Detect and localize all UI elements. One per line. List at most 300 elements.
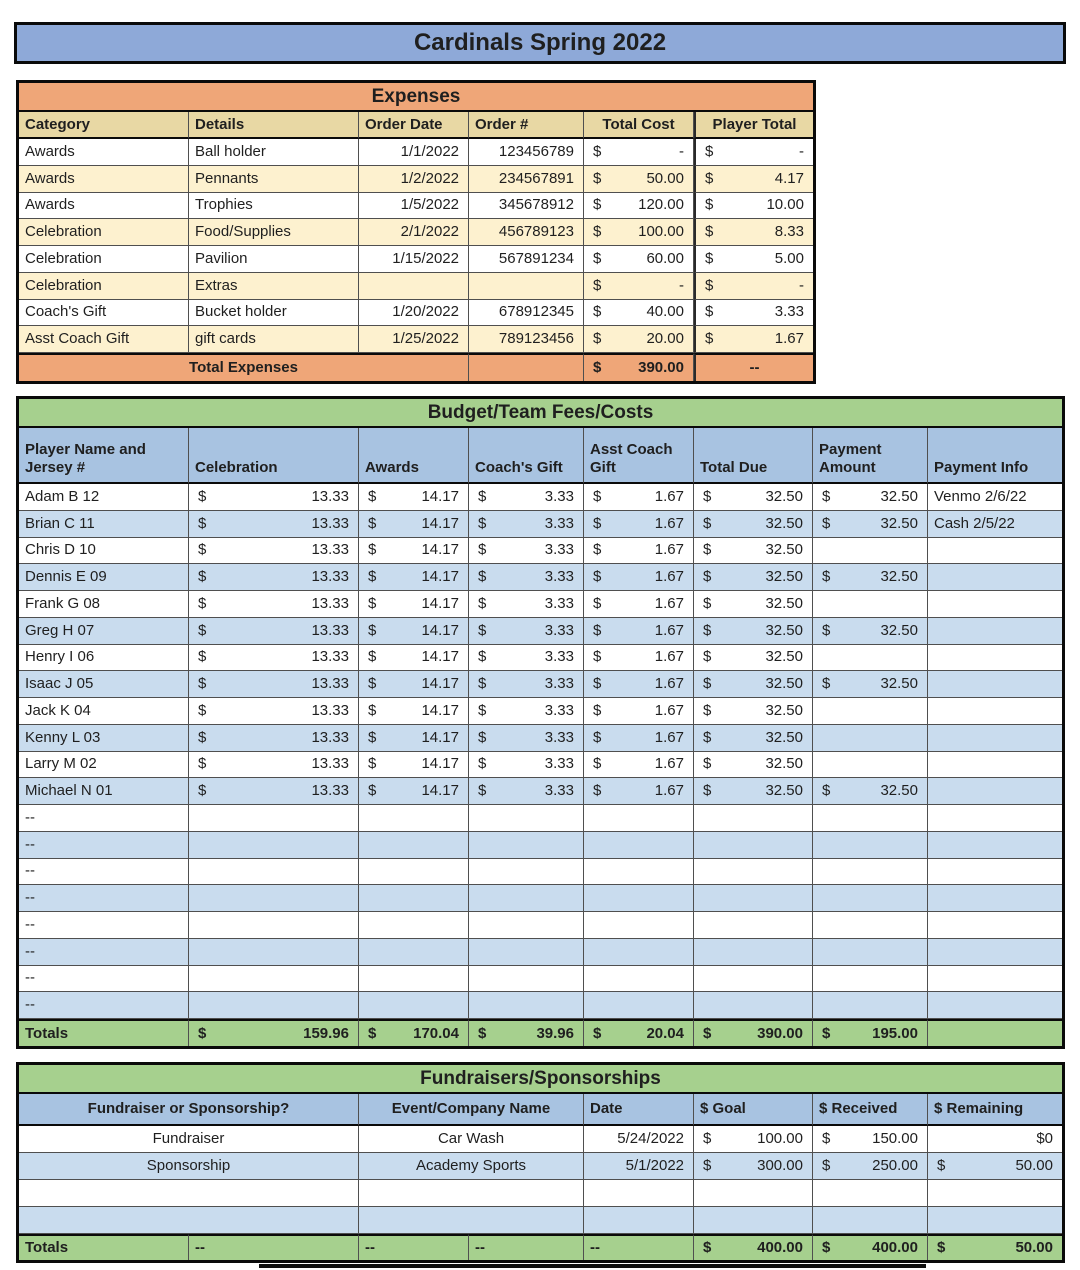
expenses-r0-details[interactable]: Ball holder (189, 139, 359, 166)
fundraisers-header-date[interactable]: Date (584, 1094, 694, 1126)
budget-r10-payment-info[interactable] (928, 752, 1062, 779)
expenses-r6-order-date[interactable]: 1/20/2022 (359, 300, 469, 327)
budget-r1-total-due[interactable] (694, 511, 813, 538)
expenses-r3-order-num[interactable]: 456789123 (469, 219, 584, 246)
budget-totals-awards[interactable] (359, 1019, 469, 1046)
expenses-r2-category[interactable]: Awards (19, 193, 189, 220)
budget-r1-celebration[interactable] (189, 511, 359, 538)
budget-r11-awards[interactable] (359, 778, 469, 805)
budget-r10-payment-amount[interactable] (813, 752, 928, 779)
budget-r2-celebration[interactable] (189, 538, 359, 565)
budget-r13-payment-amount[interactable] (813, 832, 928, 859)
expenses-r1-category[interactable]: Awards (19, 166, 189, 193)
budget-r8-coachs-gift[interactable] (469, 698, 584, 725)
fundraisers-r0-remaining[interactable]: $0 (928, 1126, 1062, 1153)
budget-r5-asst-coach-gift[interactable] (584, 618, 694, 645)
budget-r6-celebration[interactable] (189, 645, 359, 672)
dollar-sign: $ (822, 1024, 831, 1042)
budget-r8-asst-coach-gift[interactable] (584, 698, 694, 725)
budget-r13-payment-info[interactable] (928, 832, 1062, 859)
budget-r2-payment-amount[interactable] (813, 538, 928, 565)
budget-r6-awards[interactable] (359, 645, 469, 672)
budget-r5-payment-info[interactable] (928, 618, 1062, 645)
budget-r18-celebration[interactable] (189, 966, 359, 993)
budget-r18-coachs-gift[interactable] (469, 966, 584, 993)
expenses-r3-details[interactable]: Food/Supplies (189, 219, 359, 246)
budget-r0-payment-info[interactable]: Venmo 2/6/22 (928, 484, 1062, 511)
budget-r11-total-due[interactable] (694, 778, 813, 805)
budget-r15-coachs-gift[interactable] (469, 885, 584, 912)
budget-r19-payment-info[interactable] (928, 992, 1062, 1019)
sheet-title-banner[interactable] (14, 22, 1066, 64)
budget-r19-player[interactable]: -- (19, 992, 189, 1019)
fundraisers-r1-event[interactable]: Academy Sports (359, 1153, 584, 1180)
budget-r1-celebration-value: 13.33 (311, 514, 349, 532)
budget-r4-coachs-gift[interactable] (469, 591, 584, 618)
budget-r17-payment-amount[interactable] (813, 939, 928, 966)
fundraisers-header-fundraiser-or-sponsorship[interactable]: Fundraiser or Sponsorship? (19, 1094, 359, 1126)
budget-r11-player[interactable]: Michael N 01 (19, 778, 189, 805)
budget-r14-player[interactable]: -- (19, 859, 189, 886)
expenses-r4-details[interactable]: Pavilion (189, 246, 359, 273)
fundraisers-r1-remaining-value: 50.00 (1015, 1157, 1053, 1174)
budget-r3-total-due[interactable] (694, 564, 813, 591)
expenses-r3-order-date[interactable]: 2/1/2022 (359, 219, 469, 246)
budget-r3-coachs-gift[interactable] (469, 564, 584, 591)
fundraisers-r3-date[interactable] (584, 1207, 694, 1234)
budget-r5-celebration[interactable] (189, 618, 359, 645)
expenses-r2-order-date[interactable]: 1/5/2022 (359, 193, 469, 220)
expenses-r2-details[interactable]: Trophies (189, 193, 359, 220)
budget-r18-asst-coach-gift[interactable] (584, 966, 694, 993)
budget-r16-player[interactable]: -- (19, 912, 189, 939)
expenses-r2-order-num[interactable]: 345678912 (469, 193, 584, 220)
budget-r8-payment-amount[interactable] (813, 698, 928, 725)
fundraisers-r0-received[interactable] (813, 1126, 928, 1153)
fundraisers-header-row (19, 1094, 1062, 1126)
budget-r3-payment-info[interactable] (928, 564, 1062, 591)
budget-r15-celebration[interactable] (189, 885, 359, 912)
expenses-header-player-total[interactable]: Player Total (694, 112, 813, 139)
dollar-sign: $ (705, 276, 714, 294)
expenses-r6-player-total-value: 3.33 (774, 303, 804, 321)
expenses-r3-total-cost[interactable] (584, 219, 694, 246)
budget-r3-celebration-value: 13.33 (311, 568, 349, 586)
budget-r12-asst-coach-gift[interactable] (584, 805, 694, 832)
budget-r13-total-due[interactable] (694, 832, 813, 859)
dollar-sign: $ (478, 755, 487, 773)
budget-r4-awards[interactable] (359, 591, 469, 618)
expenses-r0-order-num[interactable]: 123456789 (469, 139, 584, 166)
budget-r4-asst-coach-gift[interactable] (584, 591, 694, 618)
dollar-sign: $ (822, 1239, 831, 1256)
budget-r1-payment-info[interactable]: Cash 2/5/22 (928, 511, 1062, 538)
budget-totals-asst-coach-gift[interactable] (584, 1019, 694, 1046)
expenses-section-header[interactable] (19, 83, 813, 112)
expenses-total-label[interactable]: Total Expenses (19, 353, 469, 381)
budget-r4-player[interactable]: Frank G 08 (19, 591, 189, 618)
expenses-r6-player-total[interactable] (694, 300, 813, 327)
budget-r12-total-due[interactable] (694, 805, 813, 832)
expenses-r7-total-cost[interactable] (584, 326, 694, 353)
budget-r13-celebration[interactable] (189, 832, 359, 859)
fundraisers-r0-goal[interactable] (694, 1126, 813, 1153)
budget-r0-celebration[interactable] (189, 484, 359, 511)
budget-r1-awards[interactable] (359, 511, 469, 538)
budget-r1-payment-amount[interactable] (813, 511, 928, 538)
budget-r1-coachs-gift[interactable] (469, 511, 584, 538)
budget-r14-payment-amount[interactable] (813, 859, 928, 886)
budget-r0-coachs-gift-value: 3.33 (544, 487, 574, 505)
budget-r16-awards[interactable] (359, 912, 469, 939)
budget-r5-player[interactable]: Greg H 07 (19, 618, 189, 645)
fundraisers-totals-received[interactable] (813, 1234, 928, 1260)
fundraisers-r1-goal[interactable] (694, 1153, 813, 1180)
fundraisers-r2-kind[interactable] (19, 1180, 359, 1207)
fundraisers-r3-received[interactable] (813, 1207, 928, 1234)
expenses-r4-order-num[interactable]: 567891234 (469, 246, 584, 273)
budget-r5-coachs-gift[interactable] (469, 618, 584, 645)
dollar-sign: $ (478, 594, 487, 612)
budget-totals-total-due[interactable] (694, 1019, 813, 1046)
dollar-sign: $ (368, 728, 377, 746)
budget-r16-payment-info[interactable] (928, 912, 1062, 939)
fundraisers-header-goal[interactable]: $ Goal (694, 1094, 813, 1126)
budget-r9-coachs-gift[interactable] (469, 725, 584, 752)
budget-r14-payment-info[interactable] (928, 859, 1062, 886)
budget-r15-payment-amount[interactable] (813, 885, 928, 912)
budget-r13-player[interactable]: -- (19, 832, 189, 859)
budget-totals-celebration[interactable] (189, 1019, 359, 1046)
expenses-header-order-date[interactable]: Order Date (359, 112, 469, 139)
budget-totals-coachs-gift[interactable] (469, 1019, 584, 1046)
fundraisers-totals-label[interactable]: Totals (19, 1234, 189, 1260)
expenses-r6-order-num[interactable]: 678912345 (469, 300, 584, 327)
budget-r9-awards[interactable] (359, 725, 469, 752)
fundraisers-totals-dash2[interactable]: -- (359, 1234, 469, 1260)
budget-r19-awards[interactable] (359, 992, 469, 1019)
budget-r7-asst-coach-gift[interactable] (584, 671, 694, 698)
expenses-header-details[interactable]: Details (189, 112, 359, 139)
budget-r16-coachs-gift[interactable] (469, 912, 584, 939)
budget-r3-payment-amount[interactable] (813, 564, 928, 591)
expenses-r2-total-cost-value: 120.00 (638, 196, 684, 214)
expenses-r5-category[interactable]: Celebration (19, 273, 189, 300)
expenses-r5-total-cost[interactable] (584, 273, 694, 300)
budget-r0-player[interactable]: Adam B 12 (19, 484, 189, 511)
budget-header-payment-info[interactable]: Payment Info (928, 428, 1062, 484)
budget-r16-celebration[interactable] (189, 912, 359, 939)
budget-r2-total-due[interactable] (694, 538, 813, 565)
budget-r4-payment-info[interactable] (928, 591, 1062, 618)
budget-r9-payment-amount[interactable] (813, 725, 928, 752)
budget-r19-payment-amount[interactable] (813, 992, 928, 1019)
budget-r7-payment-info[interactable] (928, 671, 1062, 698)
fundraisers-r3-remaining[interactable] (928, 1207, 1062, 1234)
budget-section-header[interactable] (19, 399, 1062, 428)
expenses-r1-order-num[interactable]: 234567891 (469, 166, 584, 193)
budget-r13-awards[interactable] (359, 832, 469, 859)
fundraisers-r1-received[interactable] (813, 1153, 928, 1180)
fundraisers-header-event-company-name[interactable]: Event/Company Name (359, 1094, 584, 1126)
budget-r9-payment-info[interactable] (928, 725, 1062, 752)
budget-r12-coachs-gift[interactable] (469, 805, 584, 832)
budget-r6-player[interactable]: Henry I 06 (19, 645, 189, 672)
fundraisers-r3-kind[interactable] (19, 1207, 359, 1234)
expenses-r2-player-total[interactable] (694, 193, 813, 220)
budget-r17-celebration[interactable] (189, 939, 359, 966)
budget-r9-total-due[interactable] (694, 725, 813, 752)
budget-r12-player[interactable]: -- (19, 805, 189, 832)
expenses-header-category[interactable]: Category (19, 112, 189, 139)
expenses-r7-details[interactable]: gift cards (189, 326, 359, 353)
budget-r12-awards[interactable] (359, 805, 469, 832)
budget-r9-celebration[interactable] (189, 725, 359, 752)
expenses-r4-player-total[interactable] (694, 246, 813, 273)
budget-r17-awards[interactable] (359, 939, 469, 966)
budget-r1-player[interactable]: Brian C 11 (19, 511, 189, 538)
expenses-r5-order-date[interactable] (359, 273, 469, 300)
budget-header-payment-amount[interactable]: Payment Amount (813, 428, 928, 484)
budget-r2-asst-coach-gift[interactable] (584, 538, 694, 565)
expenses-r6-category[interactable]: Coach's Gift (19, 300, 189, 327)
budget-header-coach-s-gift[interactable]: Coach's Gift (469, 428, 584, 484)
budget-r7-payment-amount[interactable] (813, 671, 928, 698)
budget-r17-asst-coach-gift[interactable] (584, 939, 694, 966)
fundraisers-r0-kind[interactable]: Fundraiser (19, 1126, 359, 1153)
expenses-r7-player-total[interactable] (694, 326, 813, 353)
budget-r7-celebration[interactable] (189, 671, 359, 698)
budget-r11-payment-amount[interactable] (813, 778, 928, 805)
budget-r0-coachs-gift[interactable] (469, 484, 584, 511)
budget-r0-asst-coach-gift[interactable] (584, 484, 694, 511)
fundraisers-totals-remaining[interactable] (928, 1234, 1062, 1260)
fundraisers-totals-goal[interactable] (694, 1234, 813, 1260)
dollar-sign: $ (198, 701, 207, 719)
budget-r1-asst-coach-gift[interactable] (584, 511, 694, 538)
budget-r0-total-due[interactable] (694, 484, 813, 511)
fundraisers-r2-remaining[interactable] (928, 1180, 1062, 1207)
expenses-r2-total-cost[interactable] (584, 193, 694, 220)
budget-r17-total-due[interactable] (694, 939, 813, 966)
expenses-r3-player-total[interactable] (694, 219, 813, 246)
budget-header-awards[interactable]: Awards (359, 428, 469, 484)
budget-header-player-name-and-jersey[interactable]: Player Name and Jersey # (19, 428, 189, 484)
fundraisers-r2-goal[interactable] (694, 1180, 813, 1207)
expenses-header-total-cost[interactable]: Total Cost (584, 112, 694, 139)
budget-r3-celebration[interactable] (189, 564, 359, 591)
fundraisers-r3-event[interactable] (359, 1207, 584, 1234)
budget-r5-awards[interactable] (359, 618, 469, 645)
budget-r1-awards-value: 14.17 (421, 514, 459, 532)
budget-r18-awards[interactable] (359, 966, 469, 993)
fundraisers-r0-event[interactable]: Car Wash (359, 1126, 584, 1153)
fundraisers-r2-date[interactable] (584, 1180, 694, 1207)
budget-totals-payment-info[interactable] (928, 1019, 1062, 1046)
budget-r7-total-due[interactable] (694, 671, 813, 698)
budget-r3-awards[interactable] (359, 564, 469, 591)
fundraisers-totals-dash3[interactable]: -- (469, 1234, 584, 1260)
budget-r7-coachs-gift[interactable] (469, 671, 584, 698)
budget-r0-awards[interactable] (359, 484, 469, 511)
dollar-sign: $ (478, 514, 487, 532)
budget-r2-awards[interactable] (359, 538, 469, 565)
budget-header-asst-coach-gift[interactable]: Asst Coach Gift (584, 428, 694, 484)
expenses-r7-order-date[interactable]: 1/25/2022 (359, 326, 469, 353)
budget-r2-coachs-gift[interactable] (469, 538, 584, 565)
expenses-r4-order-date[interactable]: 1/15/2022 (359, 246, 469, 273)
budget-r15-awards[interactable] (359, 885, 469, 912)
budget-r6-payment-info[interactable] (928, 645, 1062, 672)
expenses-r3-category[interactable]: Celebration (19, 219, 189, 246)
budget-r2-celebration-value: 13.33 (311, 541, 349, 559)
budget-r10-asst-coach-gift[interactable] (584, 752, 694, 779)
expenses-r7-category[interactable]: Asst Coach Gift (19, 326, 189, 353)
expenses-r5-player-total[interactable] (694, 273, 813, 300)
budget-r15-player[interactable]: -- (19, 885, 189, 912)
budget-r6-asst-coach-gift[interactable] (584, 645, 694, 672)
budget-r10-celebration[interactable] (189, 752, 359, 779)
budget-r18-player[interactable]: -- (19, 966, 189, 993)
budget-r9-player[interactable]: Kenny L 03 (19, 725, 189, 752)
fundraisers-r1-kind[interactable]: Sponsorship (19, 1153, 359, 1180)
budget-r19-total-due[interactable] (694, 992, 813, 1019)
fundraisers-r1-remaining[interactable] (928, 1153, 1062, 1180)
budget-r14-celebration[interactable] (189, 859, 359, 886)
budget-r9-asst-coach-gift[interactable] (584, 725, 694, 752)
budget-r17-payment-info[interactable] (928, 939, 1062, 966)
fundraisers-header-remaining[interactable]: $ Remaining (928, 1094, 1062, 1126)
budget-r14-total-due[interactable] (694, 859, 813, 886)
fundraisers-section-title: Fundraisers/Sponsorships (420, 1067, 661, 1089)
budget-r19-celebration[interactable] (189, 992, 359, 1019)
budget-r2-player[interactable]: Chris D 10 (19, 538, 189, 565)
budget-r11-celebration[interactable] (189, 778, 359, 805)
budget-r7-awards[interactable] (359, 671, 469, 698)
budget-r17-coachs-gift[interactable] (469, 939, 584, 966)
dollar-sign: $ (822, 782, 831, 800)
budget-r0-payment-amount[interactable] (813, 484, 928, 511)
budget-r12-celebration[interactable] (189, 805, 359, 832)
expenses-r4-total-cost[interactable] (584, 246, 694, 273)
expenses-r1-player-total[interactable] (694, 166, 813, 193)
fundraisers-totals-dash1[interactable]: -- (189, 1234, 359, 1260)
budget-r8-player[interactable]: Jack K 04 (19, 698, 189, 725)
budget-r8-total-due[interactable] (694, 698, 813, 725)
budget-r8-payment-info[interactable] (928, 698, 1062, 725)
budget-r10-total-due[interactable] (694, 752, 813, 779)
budget-r5-total-due[interactable] (694, 618, 813, 645)
expenses-r4-category[interactable]: Celebration (19, 246, 189, 273)
fundraisers-r0-date[interactable]: 5/24/2022 (584, 1126, 694, 1153)
budget-r6-total-due[interactable] (694, 645, 813, 672)
budget-r2-payment-info[interactable] (928, 538, 1062, 565)
budget-r11-payment-info[interactable] (928, 778, 1062, 805)
budget-r18-total-due[interactable] (694, 966, 813, 993)
budget-r12-payment-info[interactable] (928, 805, 1062, 832)
budget-r8-awards[interactable] (359, 698, 469, 725)
budget-r3-asst-coach-gift[interactable] (584, 564, 694, 591)
budget-totals-payment-amount[interactable] (813, 1019, 928, 1046)
fundraisers-section-header[interactable] (19, 1065, 1062, 1094)
dollar-sign: $ (198, 728, 207, 746)
dollar-sign: $ (703, 648, 712, 666)
budget-r6-coachs-gift[interactable] (469, 645, 584, 672)
expenses-r6-details[interactable]: Bucket holder (189, 300, 359, 327)
budget-header-total-due[interactable]: Total Due (694, 428, 813, 484)
budget-header-row (19, 428, 1062, 484)
budget-r4-awards-value: 14.17 (421, 594, 459, 612)
fundraisers-r2-received[interactable] (813, 1180, 928, 1207)
budget-r14-asst-coach-gift[interactable] (584, 859, 694, 886)
budget-r3-player[interactable]: Dennis E 09 (19, 564, 189, 591)
expenses-total-spacer[interactable] (469, 353, 584, 381)
fundraisers-header-received[interactable]: $ Received (813, 1094, 928, 1126)
budget-r15-total-due[interactable] (694, 885, 813, 912)
expenses-r5-order-num[interactable] (469, 273, 584, 300)
expenses-r6-total-cost[interactable] (584, 300, 694, 327)
expenses-r0-category[interactable]: Awards (19, 139, 189, 166)
fundraisers-r2-event[interactable] (359, 1180, 584, 1207)
expenses-r5-details[interactable]: Extras (189, 273, 359, 300)
dollar-sign: $ (478, 621, 487, 639)
budget-r16-asst-coach-gift[interactable] (584, 912, 694, 939)
expenses-total-cost[interactable] (584, 353, 694, 381)
budget-r15-payment-info[interactable] (928, 885, 1062, 912)
expenses-total-player-total[interactable]: -- (694, 353, 813, 381)
budget-r6-payment-amount[interactable] (813, 645, 928, 672)
budget-r14-awards[interactable] (359, 859, 469, 886)
expenses-r0-total-cost[interactable] (584, 139, 694, 166)
budget-r10-awards[interactable] (359, 752, 469, 779)
budget-r10-coachs-gift[interactable] (469, 752, 584, 779)
budget-r13-asst-coach-gift[interactable] (584, 832, 694, 859)
expenses-r1-details[interactable]: Pennants (189, 166, 359, 193)
budget-r8-celebration[interactable] (189, 698, 359, 725)
budget-r17-player[interactable]: -- (19, 939, 189, 966)
budget-r18-payment-info[interactable] (928, 966, 1062, 993)
expenses-r1-order-date[interactable]: 1/2/2022 (359, 166, 469, 193)
expenses-r1-total-cost[interactable] (584, 166, 694, 193)
fundraisers-r3-goal[interactable] (694, 1207, 813, 1234)
budget-r5-payment-amount[interactable] (813, 618, 928, 645)
budget-totals-label[interactable]: Totals (19, 1019, 189, 1046)
budget-r11-coachs-gift[interactable] (469, 778, 584, 805)
expenses-header-order[interactable]: Order # (469, 112, 584, 139)
budget-r12-payment-amount[interactable] (813, 805, 928, 832)
budget-r16-payment-amount[interactable] (813, 912, 928, 939)
expenses-r7-order-num[interactable]: 789123456 (469, 326, 584, 353)
budget-header-celebration[interactable]: Celebration (189, 428, 359, 484)
expenses-r0-player-total[interactable] (694, 139, 813, 166)
budget-r4-payment-amount[interactable] (813, 591, 928, 618)
budget-r16-total-due[interactable] (694, 912, 813, 939)
budget-r19-asst-coach-gift[interactable] (584, 992, 694, 1019)
budget-r14-coachs-gift[interactable] (469, 859, 584, 886)
budget-r18-payment-amount[interactable] (813, 966, 928, 993)
budget-r15-asst-coach-gift[interactable] (584, 885, 694, 912)
budget-r10-player[interactable]: Larry M 02 (19, 752, 189, 779)
budget-r4-total-due[interactable] (694, 591, 813, 618)
fundraisers-totals-dash4[interactable]: -- (584, 1234, 694, 1260)
budget-r19-coachs-gift[interactable] (469, 992, 584, 1019)
budget-r4-celebration[interactable] (189, 591, 359, 618)
budget-r11-asst-coach-gift[interactable] (584, 778, 694, 805)
budget-r13-coachs-gift[interactable] (469, 832, 584, 859)
budget-r7-player[interactable]: Isaac J 05 (19, 671, 189, 698)
fundraisers-r1-date[interactable]: 5/1/2022 (584, 1153, 694, 1180)
expenses-r0-order-date[interactable]: 1/1/2022 (359, 139, 469, 166)
